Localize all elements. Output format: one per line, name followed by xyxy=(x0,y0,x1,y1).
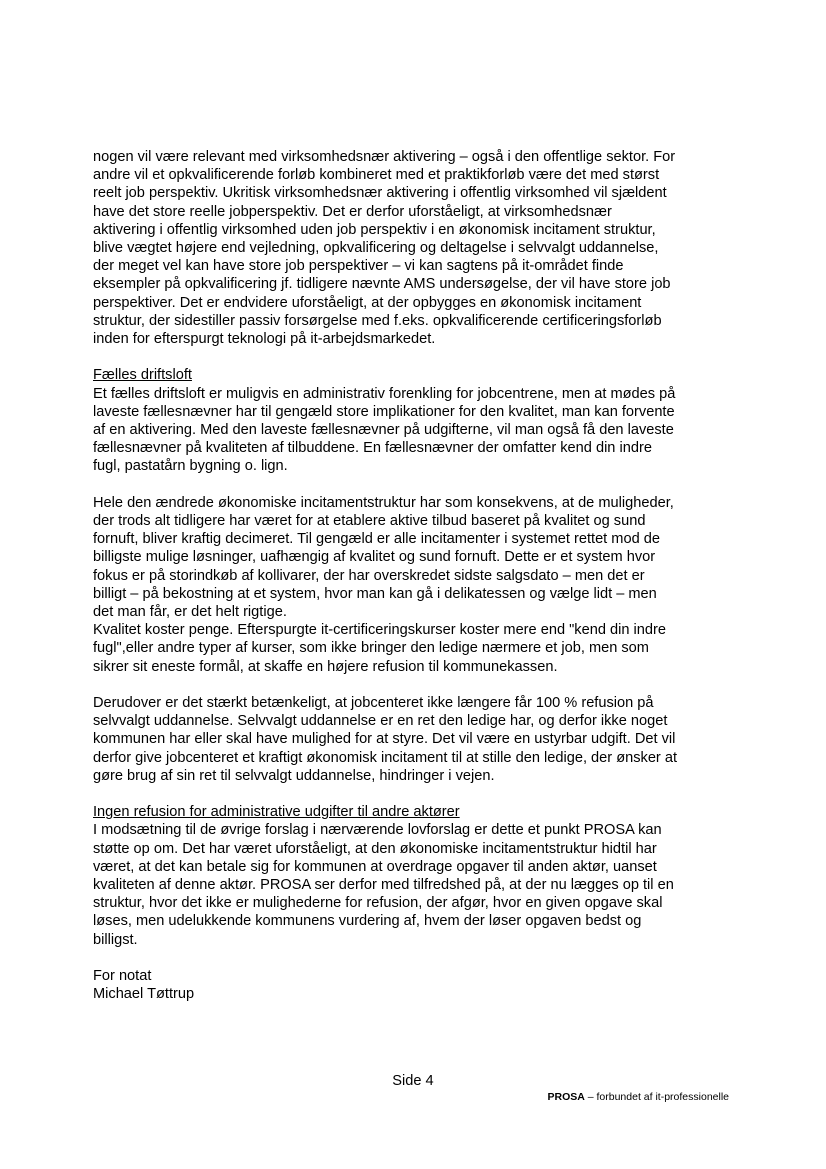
text-line: nogen vil være relevant med virksomhedsnær aktivering – også i den offentlige sektor. For xyxy=(93,149,676,165)
section-ingen-refusion xyxy=(93,803,743,949)
text-line: fornuft, bliver kraftig decimeret. Til gengæld er alle incitamenter i systemet rettet mod de xyxy=(93,531,660,548)
text-line: støtte op om. Det har været uforståeligt, at den økonomiske incitamentstruktur hidtil har xyxy=(93,840,657,857)
text-line: Hele den ændrede økonomiske incitamentstruktur har som konsekvens, at de muligheder, xyxy=(93,494,674,511)
signature-name: Michael Tøttrup xyxy=(93,986,195,1003)
text-line: løses, men udelukkende kommunens vurdering af, hvem der løser opgaven bedst og xyxy=(93,913,642,930)
signature-block xyxy=(93,967,743,1003)
text-line: billigt – på bekostning at et system, hvor man kan gå i delikatessen og vælge lidt – men xyxy=(93,585,657,602)
paragraph-activation xyxy=(93,148,743,348)
text-line: reelt job perspektiv. Ukritisk virksomhedsnær aktivering i offentlig virksomhed vil sjældent xyxy=(93,185,667,202)
text-line: Derudover er det stærkt betænkeligt, at jobcenteret ikke længere får 100 % refusion på xyxy=(93,695,654,712)
text-line: været, at det kan betale sig for kommunen at overdrage opgaver til anden aktør, uanset xyxy=(93,858,657,875)
text-line: kommunen har eller skal have mulighed for at styre. Det vil være en ustyrbar udgift. Det vil xyxy=(93,731,676,748)
text-line: sikrer sit eneste formål, at skaffe en højere refusion til kommunekassen. xyxy=(93,658,558,675)
text-line: fugl, pastatårn bygning o. lign. xyxy=(93,458,288,475)
text-line: inden for efterspurgt teknologi på it-arbejdsmarkedet. xyxy=(93,331,436,348)
text-line: aktivering i offentlig virksomhed uden job perspektiv i en økonomisk incitament struktur, xyxy=(93,221,656,238)
text-line: andre vil et opkvalificerende forløb kombineret med et praktikforløb være det med størst xyxy=(93,167,660,184)
text-line: billigst. xyxy=(93,931,138,948)
text-line: laveste fællesnævner har til gengæld store implikationer for den kvalitet, man kan forvente xyxy=(93,403,675,420)
footer-brand: PROSA xyxy=(547,1091,585,1103)
page-footer xyxy=(547,1091,729,1103)
text-line: der meget vel kan have store job perspektiver – vi kan sagtens på it-området finde xyxy=(93,258,624,275)
text-line: fokus er på storindkøb af kollivarer, der har overskredet sidste salgsdato – men det er xyxy=(93,567,645,584)
document-body xyxy=(93,148,743,1003)
section-faelles-driftsloft xyxy=(93,366,743,475)
text-line: Et fælles driftsloft er muligvis en administrativ forenkling for jobcentrene, men at mødes på xyxy=(93,385,676,402)
text-line: fugl",eller andre typer af kurser, som ikke bringer den ledige nærmere et job, men som xyxy=(93,640,649,657)
text-line: struktur, der sidestiller passiv forsørgelse med f.eks. opkvalificerende certificeringsforløb xyxy=(93,312,662,329)
text-line: gøre brug af sin ret til selvvalgt uddannelse, hindringer i vejen. xyxy=(93,767,495,784)
section-heading: Fælles driftsloft xyxy=(93,367,192,384)
text-line: struktur, hvor det ikke er mulighederne for refusion, der afgør, hvor en given opgave skal xyxy=(93,895,663,912)
text-line: selvvalgt uddannelse. Selvvalgt uddannelse er en ret den ledige har, og derfor ikke noget xyxy=(93,713,668,730)
text-line: derfor give jobcenteret et kraftigt økonomisk incitament til at stille den ledige, der ønsker at xyxy=(93,749,678,766)
text-line: blive vægtet højere end vejledning, opkvalificering og deltagelse i selvvalgt uddannelse, xyxy=(93,240,659,257)
paragraph-incentive-structure xyxy=(93,494,743,676)
text-line: der trods alt tidligere har været for at etablere aktive tilbud baseret på kvalitet og sund xyxy=(93,513,646,530)
text-line: I modsætning til de øvrige forslag i nærværende lovforslag er dette et punkt PROSA kan xyxy=(93,822,662,839)
text-line: have det store reelle jobperspektiv. Det er derfor uforståeligt, at virksomhedsnær xyxy=(93,203,612,220)
text-line: af en aktivering. Med den laveste fællesnævner på udgifterne, vil man også få den laveste xyxy=(93,422,674,439)
text-line: perspektiver. Det er endvidere uforståeligt, at der opbygges en økonomisk incitament xyxy=(93,294,642,311)
signature-note: For notat xyxy=(93,968,152,985)
text-line: fællesnævner på kvaliteten af tilbuddene. En fællesnævner der omfatter kend din indre xyxy=(93,440,652,457)
text-line: eksempler på opkvalificering jf. tidligere nævnte AMS undersøgelse, der vil have store job xyxy=(93,276,671,293)
paragraph-refusion xyxy=(93,694,743,785)
text-line: det man får, er det helt rigtige. xyxy=(93,604,287,621)
text-line: Kvalitet koster penge. Efterspurgte it-certificeringskurser koster mere end "kend din indre xyxy=(93,622,666,639)
text-line: billigste mulige løsninger, uafhængig af kvalitet og sund fornuft. Dette er et system hvor xyxy=(93,549,656,566)
section-heading: Ingen refusion for administrative udgifter til andre aktører xyxy=(93,804,460,821)
text-line: kvaliteten af denne aktør. PROSA ser derfor med tilfredshed på, at der nu lægges op til en xyxy=(93,877,674,894)
footer-tagline: – forbundet af it-professionelle xyxy=(584,1091,729,1103)
page-number: Side 4 xyxy=(392,1073,434,1089)
